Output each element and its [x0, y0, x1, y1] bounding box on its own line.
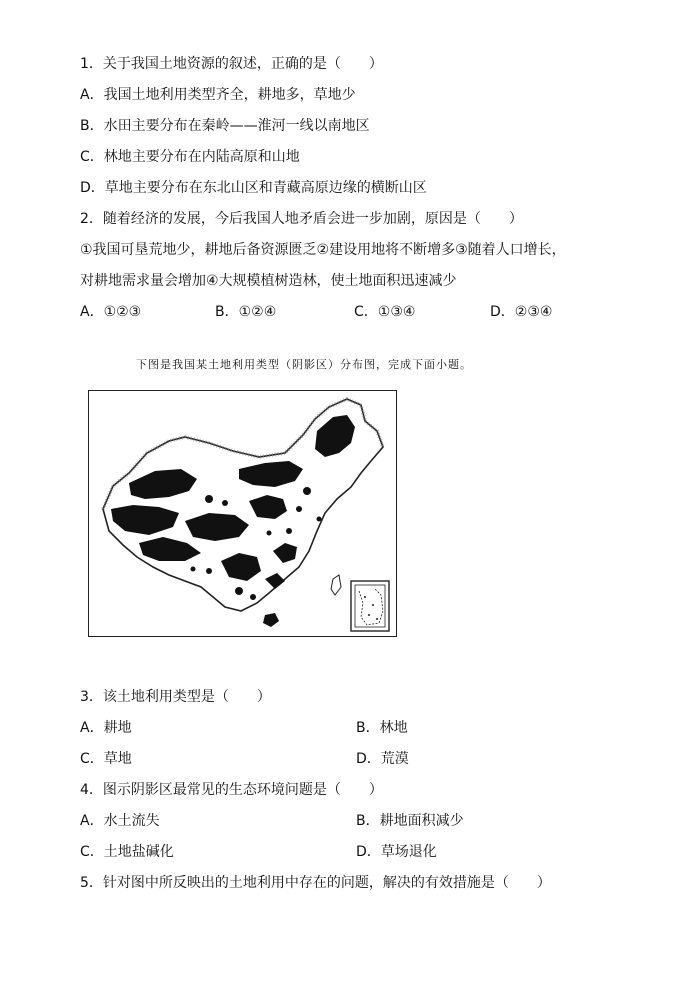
q5-stem: 5．针对图中所反映出的土地利用中存在的问题，解决的有效措施是（ ）: [80, 875, 551, 891]
q3-option-c: C．草地: [80, 751, 132, 767]
q3-option-a: A．耕地: [80, 720, 132, 736]
q2-option-a: A．①②③: [80, 304, 142, 320]
q1-option-a: A．我国土地利用类型齐全，耕地多，草地少: [80, 87, 356, 103]
q3-option-d: D．荒漠: [356, 751, 409, 767]
q2-statement-line1: ①我国可垦荒地少，耕地后备资源匮乏②建设用地将不断增多③随着人口增长，: [80, 242, 566, 258]
q4-option-c: C．土地盐碱化: [80, 844, 174, 860]
q4-stem: 4．图示阴影区最常见的生态环境问题是（ ）: [80, 782, 383, 798]
q2-option-d: D．②③④: [490, 304, 553, 320]
china-land-use-map: [88, 390, 397, 637]
q1-option-b: B．水田主要分布在秦岭——淮河一线以南地区: [80, 118, 370, 134]
q3-option-b: B．林地: [356, 720, 408, 736]
q2-option-b: B．①②④: [215, 304, 277, 320]
taiwan-island: [331, 575, 341, 595]
q1-option-d: D．草地主要分布在东北山区和青藏高原边缘的横断山区: [80, 180, 427, 196]
q3-stem: 3．该土地利用类型是（ ）: [80, 689, 271, 705]
q2-stem: 2．随着经济的发展，今后我国人地矛盾会进一步加剧，原因是（ ）: [80, 211, 523, 227]
figure-caption: 下图是我国某土地利用类型（阴影区）分布图，完成下面小题。: [136, 358, 472, 371]
map-graphic: [89, 391, 397, 637]
q1-stem: 1．关于我国土地资源的叙述，正确的是（ ）: [80, 56, 383, 72]
q1-option-c: C．林地主要分布在内陆高原和山地: [80, 149, 300, 165]
hainan-island: [263, 613, 279, 627]
q2-statement-line2: 对耕地需求量会增加④大规模植树造林，使土地面积迅速减少: [80, 273, 457, 289]
south-china-sea-inset: [351, 581, 389, 631]
q2-option-c: C．①③④: [354, 304, 416, 320]
q4-option-a: A．水土流失: [80, 813, 160, 829]
q4-option-d: D．草场退化: [356, 844, 437, 860]
q4-option-b: B．耕地面积减少: [356, 813, 464, 829]
